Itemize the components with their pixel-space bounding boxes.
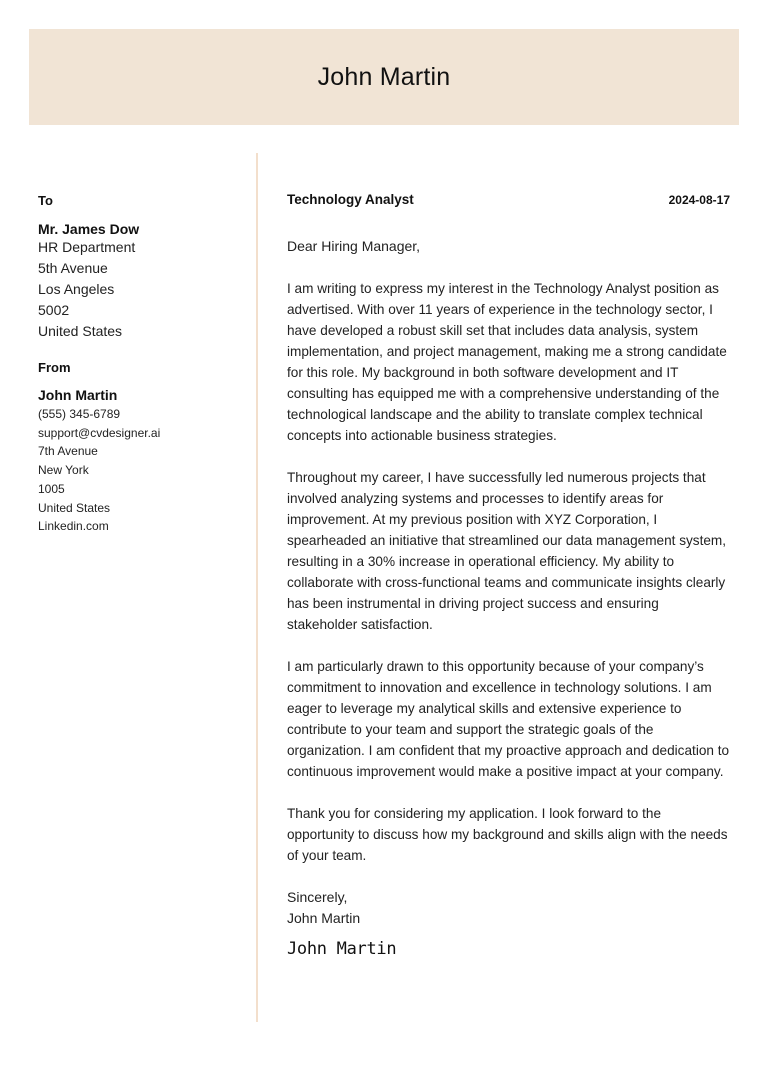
header-banner — [29, 29, 739, 125]
sender-email: support@cvdesigner.ai — [38, 425, 161, 440]
sender-address-line: 7th Avenue — [38, 444, 98, 459]
paragraph: Throughout my career, I have successfully led numerous projects that involved analyzing systems and processes to identify areas for improvement. At my previous position with XYZ Corporation, I spearheaded an initiative that streamlined our data management system, resulting in a 30% increase in operational efficiency. My ability to collaborate with cross-functional teams and communicate insights clearly has been instrumental in driving project success and ensuring stakeholder satisfaction. — [287, 470, 727, 632]
to-label: To — [38, 193, 53, 208]
sender-address-line: 1005 — [38, 481, 65, 496]
paragraph: Thank you for considering my application. I look forward to the opportunity to discuss how my background and skills align with the needs of your team. — [287, 806, 728, 863]
paragraph: I am writing to express my interest in the Technology Analyst position as advertised. With over 11 years of experience in the technology sector, I have developed a robust skill set that includes data analysis, system implementation, and project management, making me a strong candidate for this role. My background in both software development and IT consulting has equipped me with a comprehensive understanding of the technological landscape and the ability to translate complex technical concepts into actionable business strategies. — [287, 281, 727, 443]
recipient-address-line: 5th Avenue — [38, 260, 108, 276]
page-title: John Martin — [317, 62, 451, 91]
recipient-address-line: 5002 — [38, 302, 70, 318]
paragraph: I am particularly drawn to this opportunity because of your company’s commitment to innovation and excellence in technology solutions. I am eager to leverage my analytical skills and extensive experience to contribute to your team and support the strategic goals of the organization. I am confident that my proactive approach and dedication to continuous improvement would make a positive impact at your company. — [287, 659, 730, 779]
closing-name: John Martin — [287, 910, 361, 926]
job-title: Technology Analyst — [287, 192, 414, 207]
signature: John Martin — [287, 939, 397, 959]
recipient-name: Mr. James Dow — [38, 221, 140, 237]
sender-address-line: New York — [38, 463, 89, 478]
sender-address-line: United States — [38, 500, 111, 515]
sidebar — [38, 192, 243, 536]
sender-name: John Martin — [38, 387, 118, 403]
sender-phone: (555) 345-6789 — [38, 407, 121, 421]
from-label: From — [38, 360, 71, 375]
closing: Sincerely, — [287, 889, 348, 905]
letter-date: 2024-08-17 — [668, 193, 730, 207]
salutation: Dear Hiring Manager, — [287, 238, 421, 254]
recipient-address-line: HR Department — [38, 239, 136, 255]
column-divider — [256, 153, 258, 1022]
title-row — [287, 192, 730, 207]
recipient-address-line: United States — [38, 323, 123, 339]
recipient-address-line: Los Angeles — [38, 281, 115, 297]
sender-website: Linkedin.com — [38, 519, 109, 534]
letter-body — [287, 192, 730, 959]
